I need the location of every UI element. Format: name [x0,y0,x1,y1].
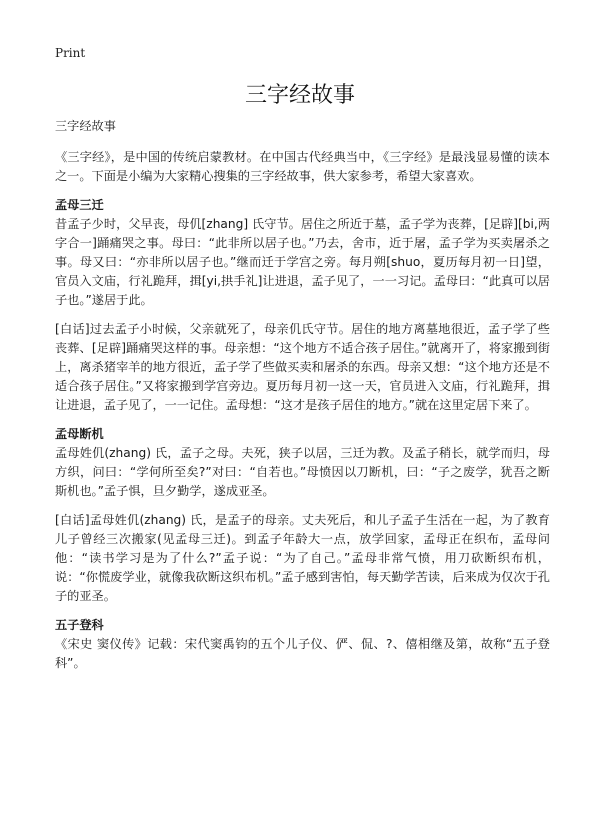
section-paragraph: 《宋史 窦仪传》记载：宋代窦禹钧的五个儿子仪、俨、侃、?、僖相继及第，故称“五子登科”。 [55,637,550,670]
section-paragraph: 昔孟子少时，父早丧，母仉[zhang] 氏守节。居住之所近于墓，孟子学为丧葬，[足辟][bi,两字合一]踊痛哭之事。母曰：“此非所以居子也。”乃去，舍市，近于屠，孟子学为买卖屠杀之事。母又曰：“亦非所以居子也。”继而迁于学宫之旁。每月朔[shuo，夏历每月初一日]望，官员入文庙，行礼跪拜，揖[yi,拱手礼]让进退，孟子见了，一一习记。孟母曰：“此真可以居子也。”遂居于此。 [55,217,550,307]
document-body [55,117,550,683]
print-link[interactable]: Print [55,46,86,60]
section-paragraph: 孟母姓仉(zhang) 氏，孟子之母。夫死，狭子以居，三迁为教。及孟子稍长，就学而归，母方织，问曰：“学何所至矣?”对曰：“自若也。”母愤因以刀断机，曰：“子之废学，犹吾之断斯机也。”孟子惧，旦夕勤学，遂成亚圣。 [55,446,550,498]
section-heading-mengmu-sanqian: 孟母三迁 [55,198,104,212]
section-paragraph: [白话]过去孟子小时候，父亲就死了，母亲仉氏守节。居住的地方离墓地很近，孟子学了些丧葬、[足辟]踊痛哭这样的事。母亲想：“这个地方不适合孩子居住。”就离开了，将家搬到街上，离杀猪宰羊的地方很近，孟子学了些做买卖和屠杀的东西。母亲又想：“这个地方还是不适合孩子居住。”又将家搬到学宫旁边。夏历每月初一这一天，官员进入文庙，行礼跪拜，揖让进退，孟子见了，一一记住。孟母想：“这才是孩子居住的地方。”就在这里定居下来了。 [55,322,550,412]
section-paragraph: [白话]孟母姓仉(zhang) 氏，是孟子的母亲。丈夫死后，和儿子孟子生活在一起，为了教育儿子曾经三次搬家(见孟母三迁)。到孟子年龄大一点，放学回家，孟母正在织布，孟母问他：“读书学习是为了什么?”孟子说：“为了自己。”孟母非常气愤，用刀砍断织布机，说：“你慌废学业，就像我砍断这织布机。”孟子感到害怕，每天勤学苦读，后来成为仅次于孔子的亚圣。 [55,513,550,603]
document-title: 三字经故事 [244,83,355,108]
document-subtitle: 三字经故事 [55,119,116,133]
intro-paragraph: 《三字经》，是中国的传统启蒙教材。在中国古代经典当中，《三字经》是最浅显易懂的读本之一。下面是小编为大家精心搜集的三字经故事，供大家参考，希望大家喜欢。 [55,150,550,183]
section-heading-wuzi-dengke: 五子登科 [55,618,104,632]
section-heading-mengmu-duanji: 孟母断机 [55,427,104,441]
